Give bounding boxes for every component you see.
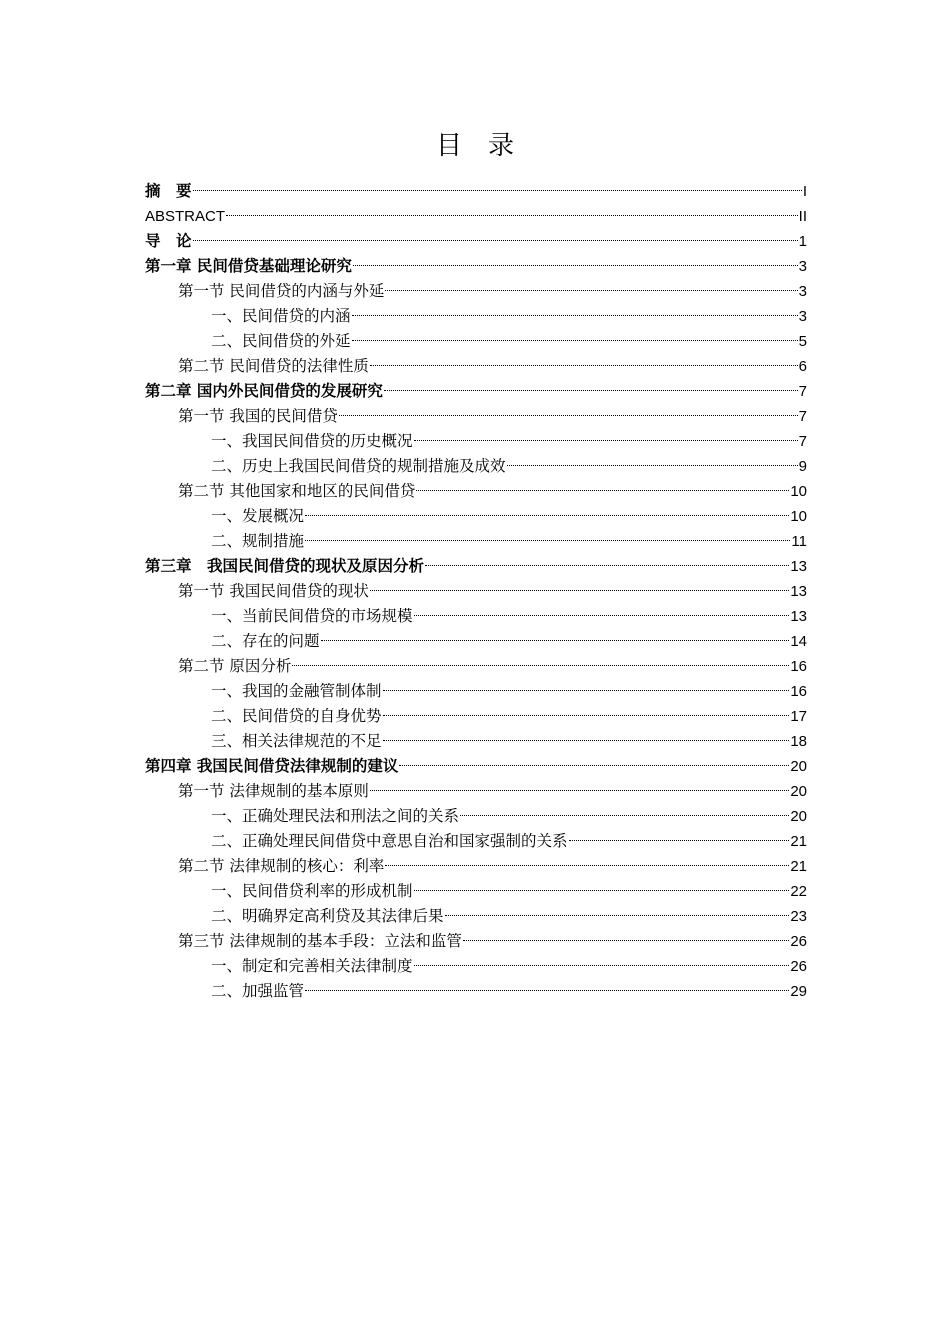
dot-leader [383, 715, 790, 716]
toc-entry-page-number: 23 [790, 908, 807, 925]
toc-entry-label: 第二节 其他国家和地区的民间借贷 [178, 482, 416, 500]
dot-leader [414, 440, 798, 441]
toc-chapter-entry[interactable] [145, 179, 807, 204]
toc-entry-label: 第二节 原因分析 [178, 657, 292, 675]
toc-subsection-entry[interactable] [145, 329, 807, 354]
toc-entry-label: 二、民间借贷的自身优势 [211, 707, 382, 725]
toc-subsection-entry[interactable] [145, 504, 807, 529]
toc-entry-page-number: 11 [791, 533, 807, 550]
toc-entry-label: 二、规制措施 [211, 532, 305, 550]
toc-section-entry[interactable] [145, 579, 807, 604]
toc-entry-page-number: 21 [790, 833, 807, 850]
toc-subsection-entry[interactable] [145, 979, 807, 1004]
toc-entry-page-number: I [802, 183, 807, 200]
toc-entry-page-number: 10 [790, 483, 807, 500]
toc-section-entry[interactable] [145, 929, 807, 954]
dot-leader [569, 840, 790, 841]
dot-leader [385, 865, 789, 866]
toc-entry-label: 一、制定和完善相关法律制度 [211, 957, 413, 975]
toc-entry-label: 三、相关法律规范的不足 [211, 732, 382, 750]
toc-subsection-entry[interactable] [145, 604, 807, 629]
toc-entry-label: 第二节 民间借贷的法律性质 [178, 357, 369, 375]
toc-entry-page-number: 10 [790, 508, 807, 525]
toc-section-entry[interactable] [145, 654, 807, 679]
toc-section-entry[interactable] [145, 479, 807, 504]
toc-entry-label: 摘 要 [145, 182, 192, 200]
dot-leader [305, 540, 790, 541]
dot-leader [193, 240, 798, 241]
toc-section-entry[interactable] [145, 779, 807, 804]
toc-entry-page-number: 1 [798, 233, 807, 250]
toc-entry-label: 第三节 法律规制的基本手段：立法和监管 [178, 932, 462, 950]
toc-entry-label: 第一节 民间借贷的内涵与外延 [178, 282, 385, 300]
toc-entry-page-number: 3 [798, 308, 807, 325]
toc-entry-page-number: 16 [790, 658, 807, 675]
toc-entry-page-number: 7 [798, 383, 807, 400]
toc-entry-page-number: 5 [798, 333, 807, 350]
toc-entry-page-number: 26 [790, 958, 807, 975]
dot-leader [399, 765, 789, 766]
toc-entry-label: 二、加强监管 [211, 982, 305, 1000]
toc-subsection-entry[interactable] [145, 879, 807, 904]
dot-leader [305, 990, 789, 991]
toc-entry-page-number: 22 [790, 883, 807, 900]
toc-entry-label: 二、明确界定高利贷及其法律后果 [211, 907, 444, 925]
toc-chapter-entry[interactable] [145, 229, 807, 254]
dot-leader [414, 615, 790, 616]
toc-entry-page-number: 29 [790, 983, 807, 1000]
dot-leader [352, 340, 798, 341]
toc-subsection-entry[interactable] [145, 454, 807, 479]
toc-entry-label: 第四章 我国民间借贷法律规制的建议 [145, 757, 399, 775]
toc-entry-label: 一、当前民间借贷的市场规模 [211, 607, 413, 625]
toc-entry-label: 二、正确处理民间借贷中意思自治和国家强制的关系 [211, 832, 568, 850]
dot-leader [370, 590, 789, 591]
toc-chapter-entry[interactable] [145, 204, 807, 229]
toc-entry-page-number: 7 [798, 408, 807, 425]
toc-entry-label: 一、我国民间借贷的历史概况 [211, 432, 413, 450]
toc-entry-page-number: 13 [790, 583, 807, 600]
dot-leader [370, 365, 798, 366]
toc-entry-page-number: 20 [790, 758, 807, 775]
table-of-contents [145, 179, 807, 1004]
toc-entry-page-number: II [798, 208, 807, 225]
toc-chapter-entry[interactable] [145, 254, 807, 279]
toc-entry-label: 二、历史上我国民间借贷的规制措施及成效 [211, 457, 506, 475]
dot-leader [353, 265, 798, 266]
toc-entry-label: 二、存在的问题 [211, 632, 320, 650]
toc-chapter-entry[interactable] [145, 754, 807, 779]
toc-entry-page-number: 18 [790, 733, 807, 750]
dot-leader [425, 565, 789, 566]
toc-section-entry[interactable] [145, 279, 807, 304]
toc-entry-label: 第二章 国内外民间借贷的发展研究 [145, 382, 383, 400]
toc-entry-page-number: 9 [798, 458, 807, 475]
dot-leader [352, 315, 798, 316]
toc-entry-label: ABSTRACT [145, 208, 226, 225]
toc-chapter-entry[interactable] [145, 554, 807, 579]
dot-leader [463, 940, 789, 941]
toc-entry-label: 一、我国的金融管制体制 [211, 682, 382, 700]
toc-entry-label: 一、民间借贷利率的形成机制 [211, 882, 413, 900]
toc-entry-page-number: 3 [798, 283, 807, 300]
dot-leader [339, 415, 798, 416]
toc-section-entry[interactable] [145, 354, 807, 379]
toc-entry-page-number: 21 [790, 858, 807, 875]
toc-entry-page-number: 7 [798, 433, 807, 450]
toc-entry-page-number: 16 [790, 683, 807, 700]
toc-entry-page-number: 17 [790, 708, 807, 725]
toc-subsection-entry[interactable] [145, 829, 807, 854]
dot-leader [445, 915, 790, 916]
toc-entry-label: 第一章 民间借贷基础理论研究 [145, 257, 352, 275]
dot-leader [507, 465, 798, 466]
dot-leader [305, 515, 789, 516]
toc-entry-label: 一、正确处理民法和刑法之间的关系 [211, 807, 460, 825]
toc-entry-label: 第三章 我国民间借贷的现状及原因分析 [145, 557, 425, 575]
toc-subsection-entry[interactable] [145, 304, 807, 329]
toc-entry-label: 一、民间借贷的内涵 [211, 307, 351, 325]
toc-subsection-entry[interactable] [145, 729, 807, 754]
toc-subsection-entry[interactable] [145, 954, 807, 979]
toc-subsection-entry[interactable] [145, 704, 807, 729]
dot-leader [414, 890, 790, 891]
dot-leader [292, 665, 789, 666]
toc-entry-label: 第一节 我国民间借贷的现状 [178, 582, 369, 600]
toc-entry-label: 一、发展概况 [211, 507, 305, 525]
toc-chapter-entry[interactable] [145, 379, 807, 404]
toc-subsection-entry[interactable] [145, 629, 807, 654]
toc-entry-label: 第一节 法律规制的基本原则 [178, 782, 369, 800]
dot-leader [383, 740, 790, 741]
page-title: 目 录 [435, 131, 514, 161]
dot-leader [193, 190, 802, 191]
dot-leader [385, 290, 797, 291]
toc-entry-label: 二、民间借贷的外延 [211, 332, 351, 350]
toc-entry-page-number: 20 [790, 808, 807, 825]
toc-entry-page-number: 14 [790, 633, 807, 650]
toc-entry-page-number: 13 [790, 558, 807, 575]
dot-leader [383, 690, 790, 691]
toc-entry-page-number: 13 [790, 608, 807, 625]
dot-leader [226, 215, 798, 216]
dot-leader [321, 640, 790, 641]
toc-entry-label: 第一节 我国的民间借贷 [178, 407, 338, 425]
dot-leader [414, 965, 790, 966]
toc-subsection-entry[interactable] [145, 679, 807, 704]
toc-entry-page-number: 3 [798, 258, 807, 275]
toc-entry-page-number: 26 [790, 933, 807, 950]
dot-leader [416, 490, 789, 491]
toc-entry-label: 第二节 法律规制的核心：利率 [178, 857, 385, 875]
toc-entry-page-number: 20 [790, 783, 807, 800]
toc-section-entry[interactable] [145, 854, 807, 879]
toc-subsection-entry[interactable] [145, 804, 807, 829]
toc-entry-label: 导 论 [145, 232, 192, 250]
toc-section-entry[interactable] [145, 404, 807, 429]
dot-leader [370, 790, 789, 791]
toc-subsection-entry[interactable] [145, 904, 807, 929]
toc-entry-page-number: 6 [798, 358, 807, 375]
toc-subsection-entry[interactable] [145, 529, 807, 554]
dot-leader [384, 390, 798, 391]
dot-leader [460, 815, 789, 816]
toc-subsection-entry[interactable] [145, 429, 807, 454]
